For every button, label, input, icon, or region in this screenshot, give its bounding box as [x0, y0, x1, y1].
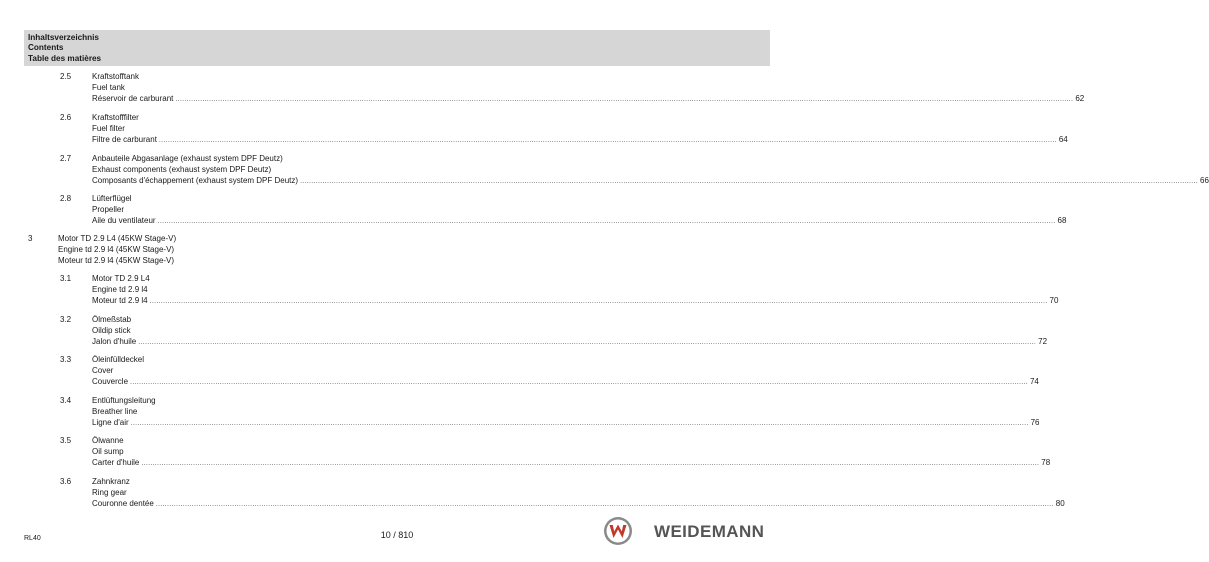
header-title-en: Contents	[28, 43, 64, 53]
chapter-title-en: Engine td 2.9 l4 (45KW Stage-V)	[58, 244, 175, 254]
weidemann-w-logo-icon	[603, 516, 633, 546]
header-title-fr: Table des matières	[28, 53, 102, 63]
entry-title-en: Exhaust components (exhaust system DPF Deutz)	[92, 164, 272, 174]
entry-page-number[interactable]: 72	[1038, 336, 1048, 346]
dot-leader: ................................................................................................................................................................................................................................................................................................................................................................................................................	[175, 95, 1074, 103]
entry-page-number[interactable]: 78	[1041, 457, 1051, 467]
dot-leader: ................................................................................................................................................................................................................................................................................................................................................................................................................	[300, 177, 1198, 185]
dot-leader: ................................................................................................................................................................................................................................................................................................................................................................................................................	[130, 419, 1029, 427]
entry-page-number[interactable]: 64	[1058, 134, 1068, 144]
entry-title-fr: Composants d'échappement (exhaust system DPF Deutz)	[92, 175, 299, 185]
page-indicator: 10 / 810	[380, 530, 414, 540]
dot-leader: ................................................................................................................................................................................................................................................................................................................................................................................................................	[157, 217, 1056, 225]
document-code: RL40	[24, 535, 41, 542]
entry-title-fr: Couronne dentée	[92, 498, 154, 508]
entry-title-fr: Jalon d'huile	[92, 336, 137, 346]
entry-title-fr: Couvercle	[92, 376, 129, 386]
chapter-number: 3	[28, 234, 33, 243]
entry-page-number[interactable]: 62	[1075, 93, 1085, 103]
dot-leader: ................................................................................................................................................................................................................................................................................................................................................................................................................	[149, 297, 1048, 305]
entry-title-en: Engine td 2.9 l4	[92, 284, 148, 294]
entry-title-de: Lüfterflügel	[92, 194, 132, 203]
entry-page-number[interactable]: 70	[1049, 295, 1059, 305]
entry-title-fr: Ligne d'air	[92, 417, 129, 427]
entry-title-de: Anbauteile Abgasanlage (exhaust system DPF Deutz)	[92, 154, 283, 163]
entry-title-de: Ölwanne	[92, 436, 124, 445]
entry-number: 3.4	[60, 396, 72, 405]
dot-leader: ................................................................................................................................................................................................................................................................................................................................................................................................................	[155, 500, 1054, 508]
entry-page-number[interactable]: 68	[1057, 215, 1067, 225]
entry-page-number[interactable]: 74	[1029, 376, 1039, 386]
entry-title-de: Kraftstofftank	[92, 72, 139, 81]
entry-number: 3.3	[60, 355, 72, 364]
entry-number: 2.5	[60, 72, 72, 81]
entry-number: 3.2	[60, 315, 72, 324]
dot-leader: ................................................................................................................................................................................................................................................................................................................................................................................................................	[130, 378, 1028, 386]
entry-title-de: Ölmeßstab	[92, 315, 132, 324]
entry-title-de: Zahnkranz	[92, 477, 130, 486]
entry-page-number[interactable]: 80	[1055, 498, 1065, 508]
entry-title-en: Fuel tank	[92, 82, 125, 92]
entry-title-fr: Aile du ventilateur	[92, 215, 156, 225]
entry-number: 3.5	[60, 436, 72, 445]
dot-leader: ................................................................................................................................................................................................................................................................................................................................................................................................................	[141, 459, 1040, 467]
entry-title-fr: Carter d'huile	[92, 457, 140, 467]
chapter-title-fr: Moteur td 2.9 l4 (45KW Stage-V)	[58, 255, 175, 265]
chapter-title-de: Motor TD 2.9 L4 (45KW Stage-V)	[58, 234, 177, 243]
entry-title-en: Ring gear	[92, 487, 127, 497]
entry-title-de: Motor TD 2.9 L4	[92, 274, 150, 283]
entry-page-number[interactable]: 66	[1200, 175, 1209, 185]
toc-header	[24, 30, 770, 66]
brand-name: WEIDEMANN	[654, 522, 765, 541]
dot-leader: ................................................................................................................................................................................................................................................................................................................................................................................................................	[158, 136, 1057, 144]
entry-title-fr: Filtre de carburant	[92, 134, 157, 144]
entry-title-fr: Réservoir de carburant	[92, 93, 174, 103]
entry-number: 2.8	[60, 194, 72, 203]
entry-title-en: Cover	[92, 365, 114, 375]
entry-title-de: Kraftstofffilter	[92, 113, 139, 122]
entry-title-en: Breather line	[92, 406, 138, 416]
dot-leader: ................................................................................................................................................................................................................................................................................................................................................................................................................	[138, 338, 1037, 346]
entry-title-fr: Moteur td 2.9 l4	[92, 295, 148, 305]
entry-page-number[interactable]: 76	[1030, 417, 1040, 427]
entry-number: 2.7	[60, 154, 72, 163]
entry-title-en: Oildip stick	[92, 325, 131, 335]
entry-title-en: Propeller	[92, 204, 125, 214]
entry-number: 2.6	[60, 113, 72, 122]
entry-title-en: Fuel filter	[92, 123, 125, 133]
entry-number: 3.6	[60, 477, 72, 486]
entry-number: 3.1	[60, 274, 72, 283]
entry-title-de: Öleinfülldeckel	[92, 355, 145, 364]
header-title-de: Inhaltsverzeichnis	[28, 33, 99, 42]
entry-title-en: Oil sump	[92, 446, 124, 456]
entry-title-de: Entlüftungsleitung	[92, 396, 156, 405]
